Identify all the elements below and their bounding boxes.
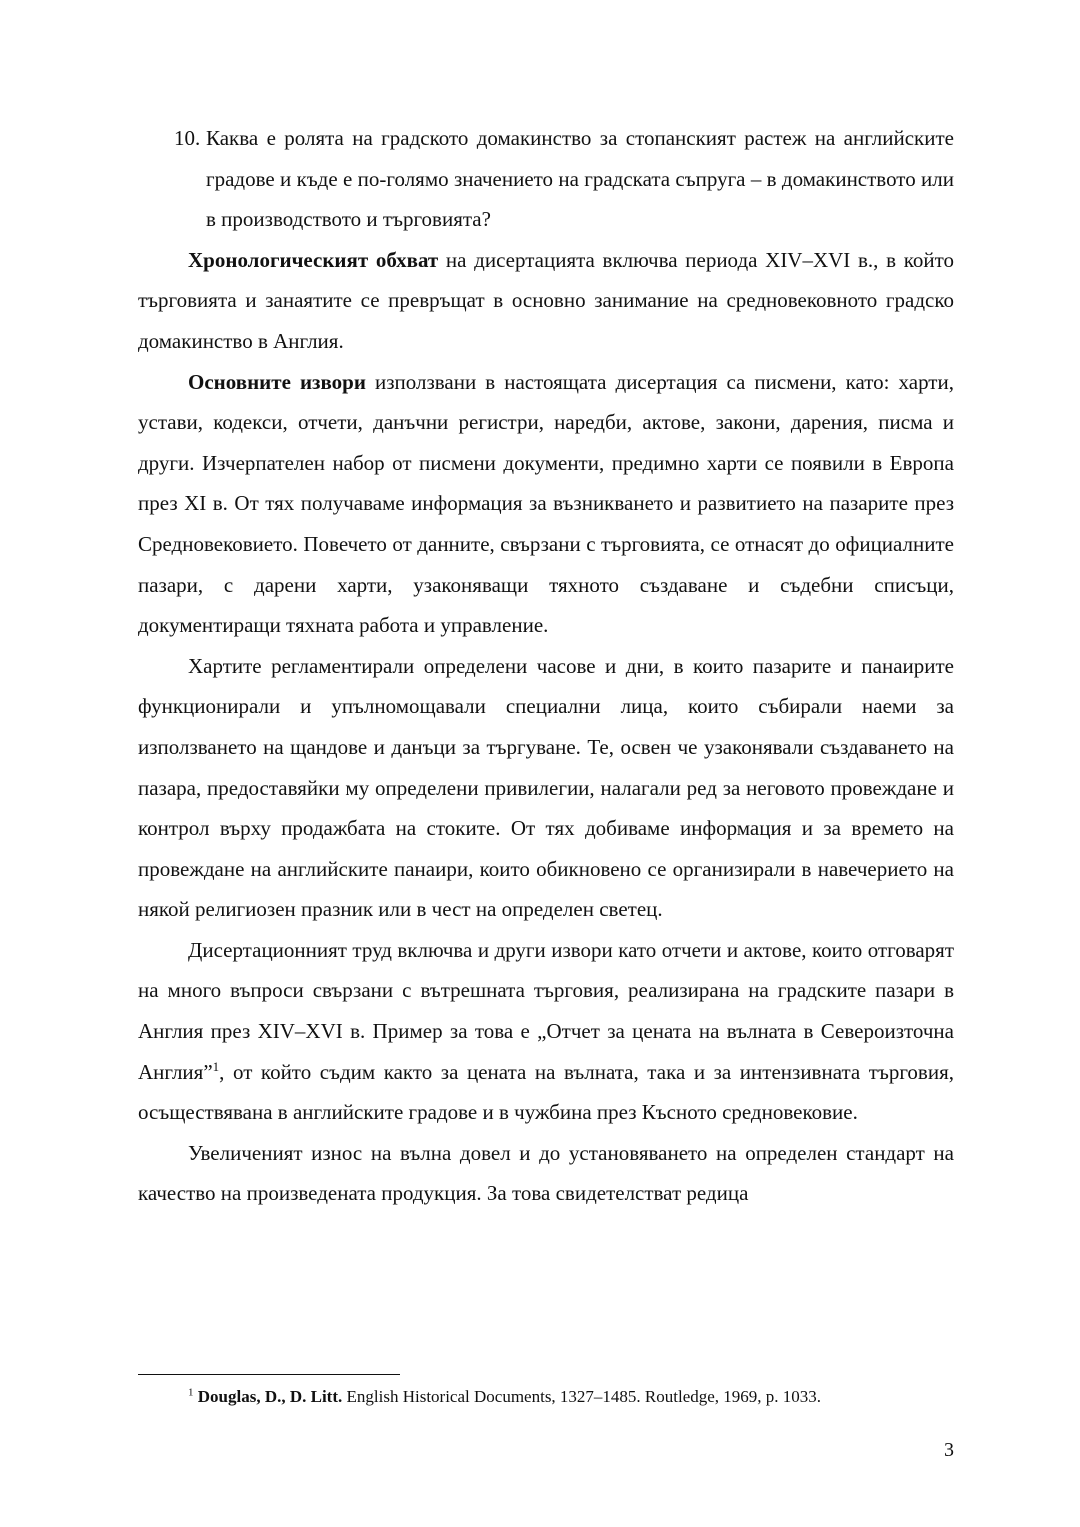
paragraph-text: Хартите регламентирали определени часове и дни, в които пазарите и панаирите функционирали и упълномощавали специални лица, които събирали наеми за използването на щандове и данъци за търгуване. Те, освен че узаконявали създаването на пазара, предоставяйки му определени привилегии, налагали ред за неговото провеждане и контрол върху продажбата на стоките. От тях добиваме информация и за времето на провеждане на английските панаири, които обикновено се организирали в навечерието на някой религиозен празник или в чест на определен светец.	[138, 653, 954, 922]
paragraph-bold-lead: Хронологическият обхват	[188, 247, 439, 272]
paragraph-bold-lead: Основните извори	[188, 369, 366, 394]
paragraph-other-sources	[138, 930, 954, 1133]
footnote-text: English Historical Documents, 1327–1485. Routledge, 1969, p. 1033.	[342, 1387, 822, 1406]
paragraph-text: на дисертацията включва периода XIV–XVI в., в който търговията и занаятите се превръщат в основно занимание на средновековното градско домакинство в Англия.	[138, 247, 954, 353]
footnote	[188, 1384, 968, 1410]
page-number: 3	[944, 1439, 954, 1461]
list-item-text: Каква е ролята на градското домакинство за стопанският растеж на английските градове и къде е по-голямо значението на градската съпруга – в домакинството или в производството и търговията?	[206, 126, 954, 232]
paragraph-text: , от който съдим както за цената на вълната, така и за интензивната търговия, осъществявана в английските градове и в чужбина през Късното средновековие.	[138, 1059, 954, 1125]
paragraph-wool-export	[138, 1133, 954, 1214]
footnote-separator	[138, 1374, 400, 1375]
paragraph-chronological-scope	[138, 240, 954, 362]
body-text	[138, 118, 954, 1214]
paragraph-text: Дисертационният труд включва и други извори като отчети и актове, които отговарят на много въпроси свързани с вътрешната търговия, реализирана на градските пазари в Англия през XIV–XVI в. Пример за това е „Отчет за цената на вълната в Североизточна Англия”	[138, 937, 954, 1084]
list-number: 10.	[174, 126, 201, 150]
paragraph-main-sources	[138, 362, 954, 646]
list-item-10	[138, 118, 954, 240]
footnote-author: Douglas, D., D. Litt.	[197, 1387, 343, 1406]
footnote-reference[interactable]: 1	[212, 1058, 220, 1074]
paragraph-text: Увеличеният износ на вълна довел и до установяването на определен стандарт на качество на произведената продукция. За това свидетелстват редица	[138, 1140, 954, 1206]
footnote-number: 1	[188, 1386, 194, 1399]
paragraph-text: използвани в настоящата дисертация са писмени, като: харти, устави, кодекси, отчети, данъчни регистри, наредби, актове, закони, дарения, писма и други. Изчерпателен набор от писмени документи, предимно харти се появили в Европа през XI в. От тях получаваме информация за възникването и развитието на пазарите през Средновековието. Повечето от данните, свързани с търговията, се отнасят до официалните пазари, с дарени харти, узаконяващи тяхното създаване и съдебни списъци, документиращи тяхната работа и управление.	[138, 369, 954, 638]
paragraph-charters	[138, 646, 954, 930]
